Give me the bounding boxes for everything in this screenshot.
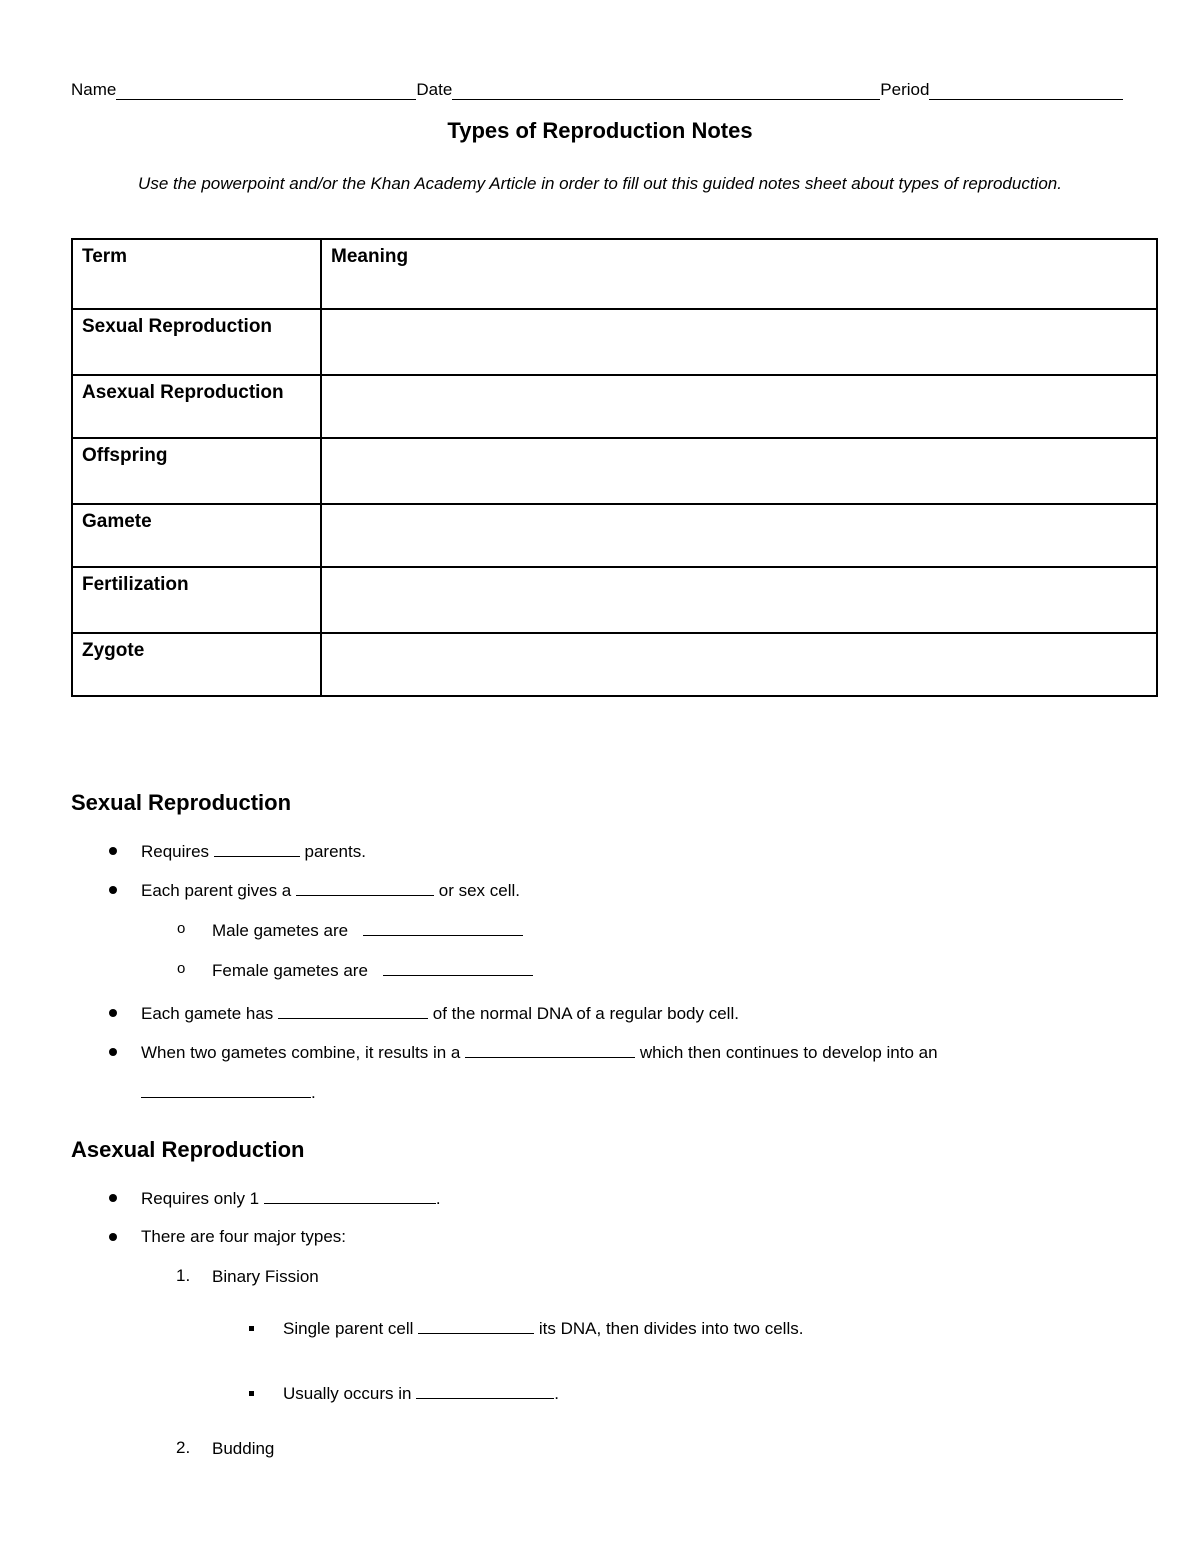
- asexual-reproduction-heading: Asexual Reproduction: [71, 1137, 305, 1162]
- list-item: Male gametes are: [212, 919, 523, 942]
- table-row: [72, 375, 1157, 438]
- term-header: Term: [72, 239, 321, 309]
- blank-field[interactable]: [264, 1187, 436, 1204]
- bullet-icon: [109, 1233, 117, 1241]
- sub-bullet-icon: o: [177, 960, 186, 977]
- period-field[interactable]: [929, 80, 1123, 100]
- blank-field[interactable]: [278, 1002, 428, 1019]
- bullet-icon: [109, 1009, 117, 1017]
- instructions: Use the powerpoint and/or the Khan Academy Article in order to fill out this guided notes sheet about types of reproduction.: [138, 174, 1062, 193]
- page-title: Types of Reproduction Notes: [447, 118, 753, 143]
- square-bullet-icon: [249, 1326, 254, 1331]
- meaning-cell[interactable]: [321, 375, 1157, 438]
- blank-field[interactable]: [296, 879, 434, 896]
- term-cell: Sexual Reproduction: [72, 309, 321, 375]
- date-field[interactable]: [452, 80, 880, 100]
- sub-bullet-icon: o: [177, 920, 186, 937]
- list-item: When two gametes combine, it results in a which then continues to develop into an: [141, 1043, 938, 1062]
- table-row: [72, 309, 1157, 375]
- blank-field[interactable]: [363, 919, 523, 936]
- meaning-cell[interactable]: [321, 504, 1157, 567]
- name-label: Name: [71, 80, 117, 99]
- list-item: Each parent gives a or sex cell.: [141, 881, 520, 900]
- table-row: [72, 633, 1157, 696]
- bullet-icon: [109, 1048, 117, 1056]
- name-field[interactable]: [116, 80, 416, 100]
- period-label: Period: [880, 80, 930, 99]
- list-item: Budding: [212, 1439, 275, 1458]
- square-bullet-icon: [249, 1391, 254, 1396]
- meaning-header: Meaning: [321, 239, 1157, 309]
- blank-field[interactable]: [465, 1041, 635, 1058]
- term-cell: Fertilization: [72, 567, 321, 633]
- meaning-cell[interactable]: [321, 438, 1157, 504]
- term-cell: Asexual Reproduction: [72, 375, 321, 438]
- term-cell: Zygote: [72, 633, 321, 696]
- list-item: Female gametes are: [212, 959, 533, 982]
- list-item: Requires only 1 .: [141, 1189, 441, 1208]
- list-item-continuation: .: [141, 1081, 316, 1104]
- list-item: There are four major types:: [141, 1227, 347, 1246]
- table-row: [72, 504, 1157, 567]
- table-header-row: [72, 239, 1157, 309]
- bullet-icon: [109, 886, 117, 894]
- terms-table: [71, 238, 1158, 697]
- term-cell: Gamete: [72, 504, 321, 567]
- bullet-icon: [109, 847, 117, 855]
- list-item: Single parent cell its DNA, then divides into two cells.: [283, 1319, 804, 1338]
- blank-field[interactable]: [416, 1382, 554, 1399]
- blank-field[interactable]: [141, 1081, 311, 1098]
- list-item: Usually occurs in .: [283, 1384, 559, 1403]
- list-number: 1.: [176, 1266, 191, 1285]
- table-row: [72, 438, 1157, 504]
- list-number: 2.: [176, 1438, 191, 1457]
- blank-field[interactable]: [214, 840, 300, 857]
- meaning-cell[interactable]: [321, 633, 1157, 696]
- list-item: Each gamete has of the normal DNA of a regular body cell.: [141, 1004, 739, 1023]
- blank-field[interactable]: [418, 1317, 534, 1334]
- blank-field[interactable]: [383, 959, 533, 976]
- meaning-cell[interactable]: [321, 567, 1157, 633]
- table-row: [72, 567, 1157, 633]
- list-item: Requires parents.: [141, 842, 366, 861]
- student-info-row: [71, 74, 1123, 100]
- term-cell: Offspring: [72, 438, 321, 504]
- meaning-cell[interactable]: [321, 309, 1157, 375]
- bullet-icon: [109, 1194, 117, 1202]
- sexual-reproduction-heading: Sexual Reproduction: [71, 790, 292, 815]
- list-item: Binary Fission: [212, 1267, 319, 1286]
- date-label: Date: [416, 80, 453, 99]
